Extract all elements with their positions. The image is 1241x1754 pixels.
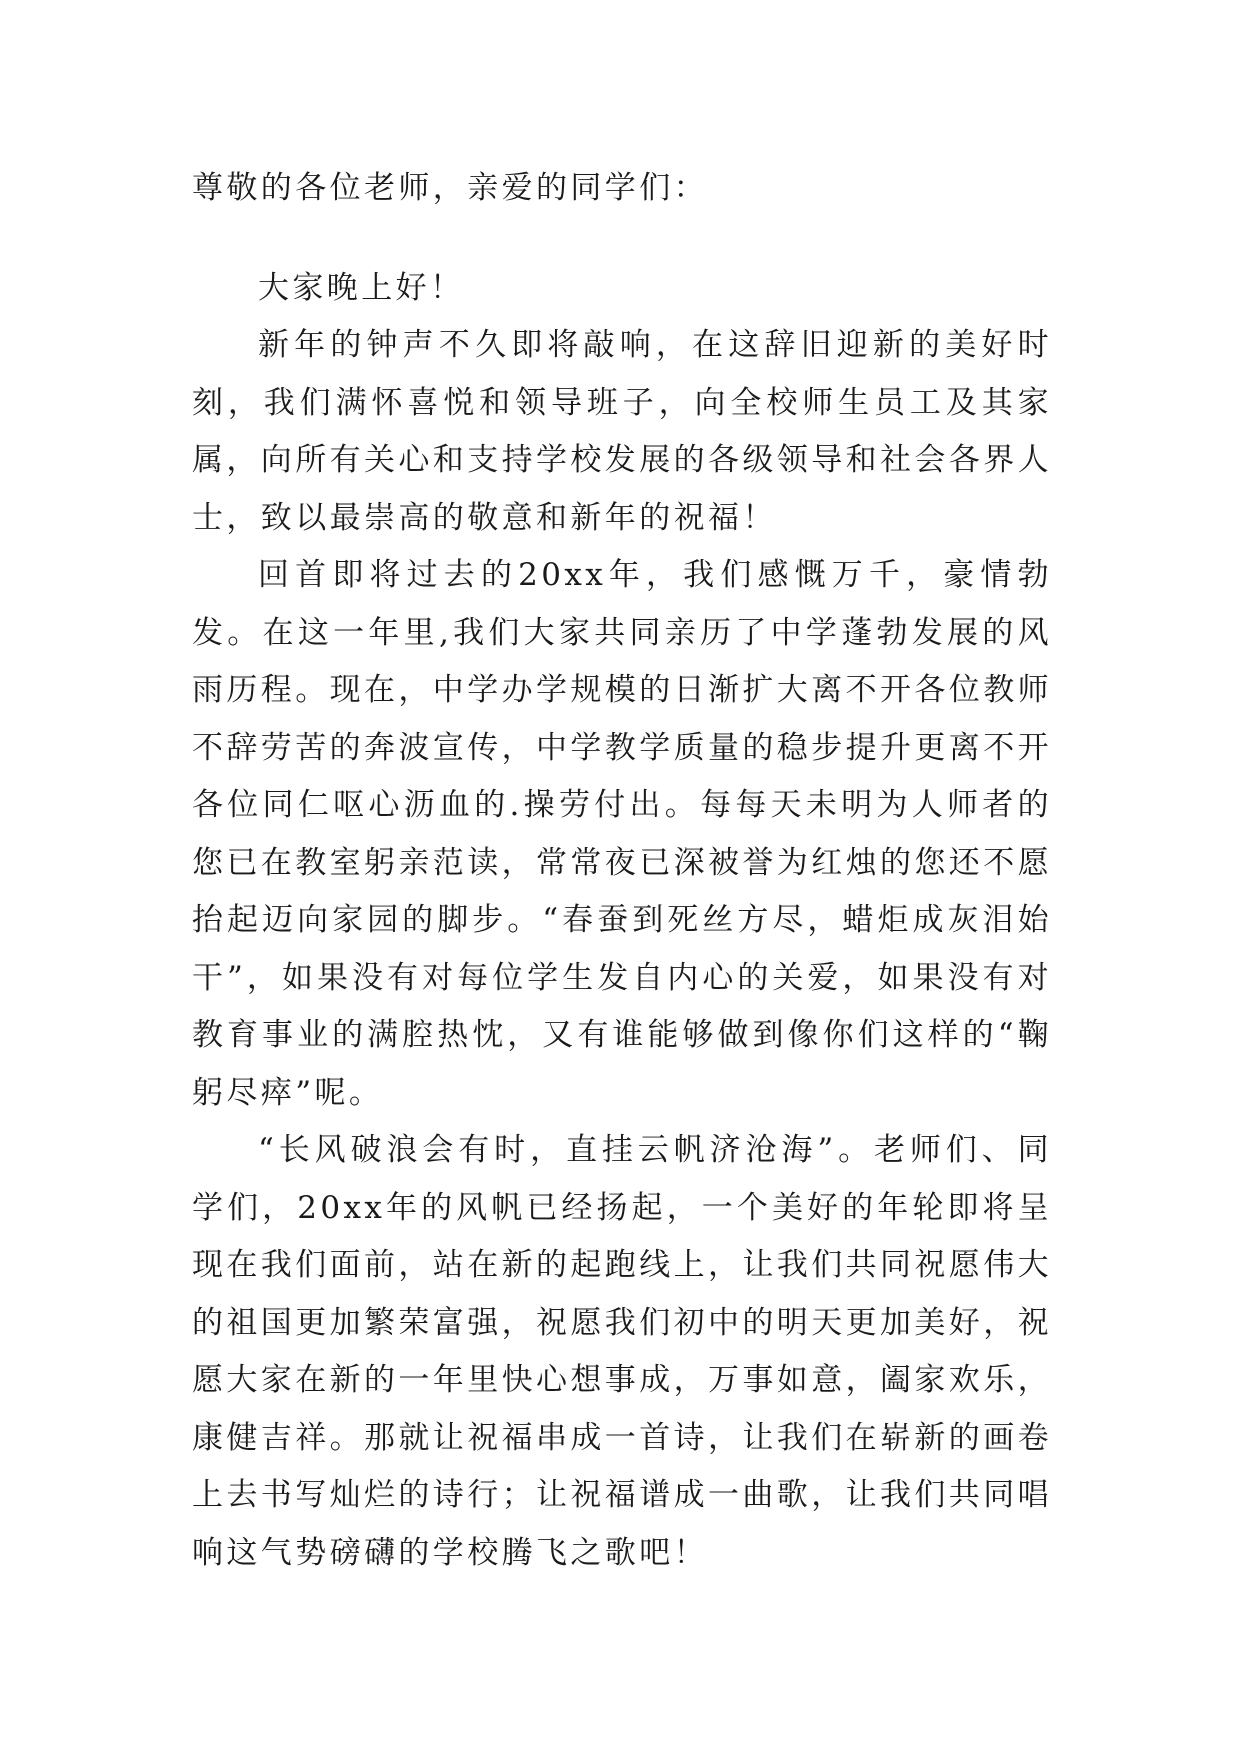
paragraph-greeting: 大家晚上好！ bbox=[258, 269, 465, 306]
document-body bbox=[192, 160, 1052, 1582]
paragraph-new-year-wishes: 新年的钟声不久即将敲响，在这辞旧迎新的美好时刻，我们满怀喜悦和领导班子，向全校师生员工及其家属，向所有关心和支持学校发展的各级领导和社会各界人士，致以最崇高的敬意和新年的祝福！ bbox=[192, 327, 1052, 536]
paragraph-closing: “长风破浪会有时，直挂云帆济沧海”。老师们、同学们，20xx年的风帆已经扬起，一个美好的年轮即将呈现在我们面前，站在新的起跑线上，让我们共同祝愿伟大的祖国更加繁荣富强，祝愿我们初中的明天更加美好，祝愿大家在新的一年里快心想事成，万事如意，阖家欢乐，康健吉祥。那就让祝福串成一首诗，让我们在崭新的画卷上去书写灿烂的诗行；让祝福谱成一曲歌，让我们共同唱响这气势磅礴的学校腾飞之歌吧！ bbox=[192, 1132, 1052, 1571]
paragraph-year-review: 回首即将过去的20xx年，我们感慨万千，豪情勃发。在这一年里,我们大家共同亲历了中学蓬勃发展的风雨历程。现在，中学办学规模的日渐扩大离不开各位教师不辞劳苦的奔波宣传，中学教学质量的稳步提升更离不开各位同仁呕心沥血的.操劳付出。每每天未明为人师者的您已在教室躬亲范读，常常夜已深被誉为红烛的您还不愿抬起迈向家园的脚步。“春蚕到死丝方尽，蜡炬成灰泪始干”，如果没有对每位学生发自内心的关爱，如果没有对教育事业的满腔热忱，又有谁能够做到像你们这样的“鞠躬尽瘁”呢。 bbox=[192, 557, 1052, 1111]
salutation: 尊敬的各位老师，亲爱的同学们： bbox=[192, 170, 708, 206]
